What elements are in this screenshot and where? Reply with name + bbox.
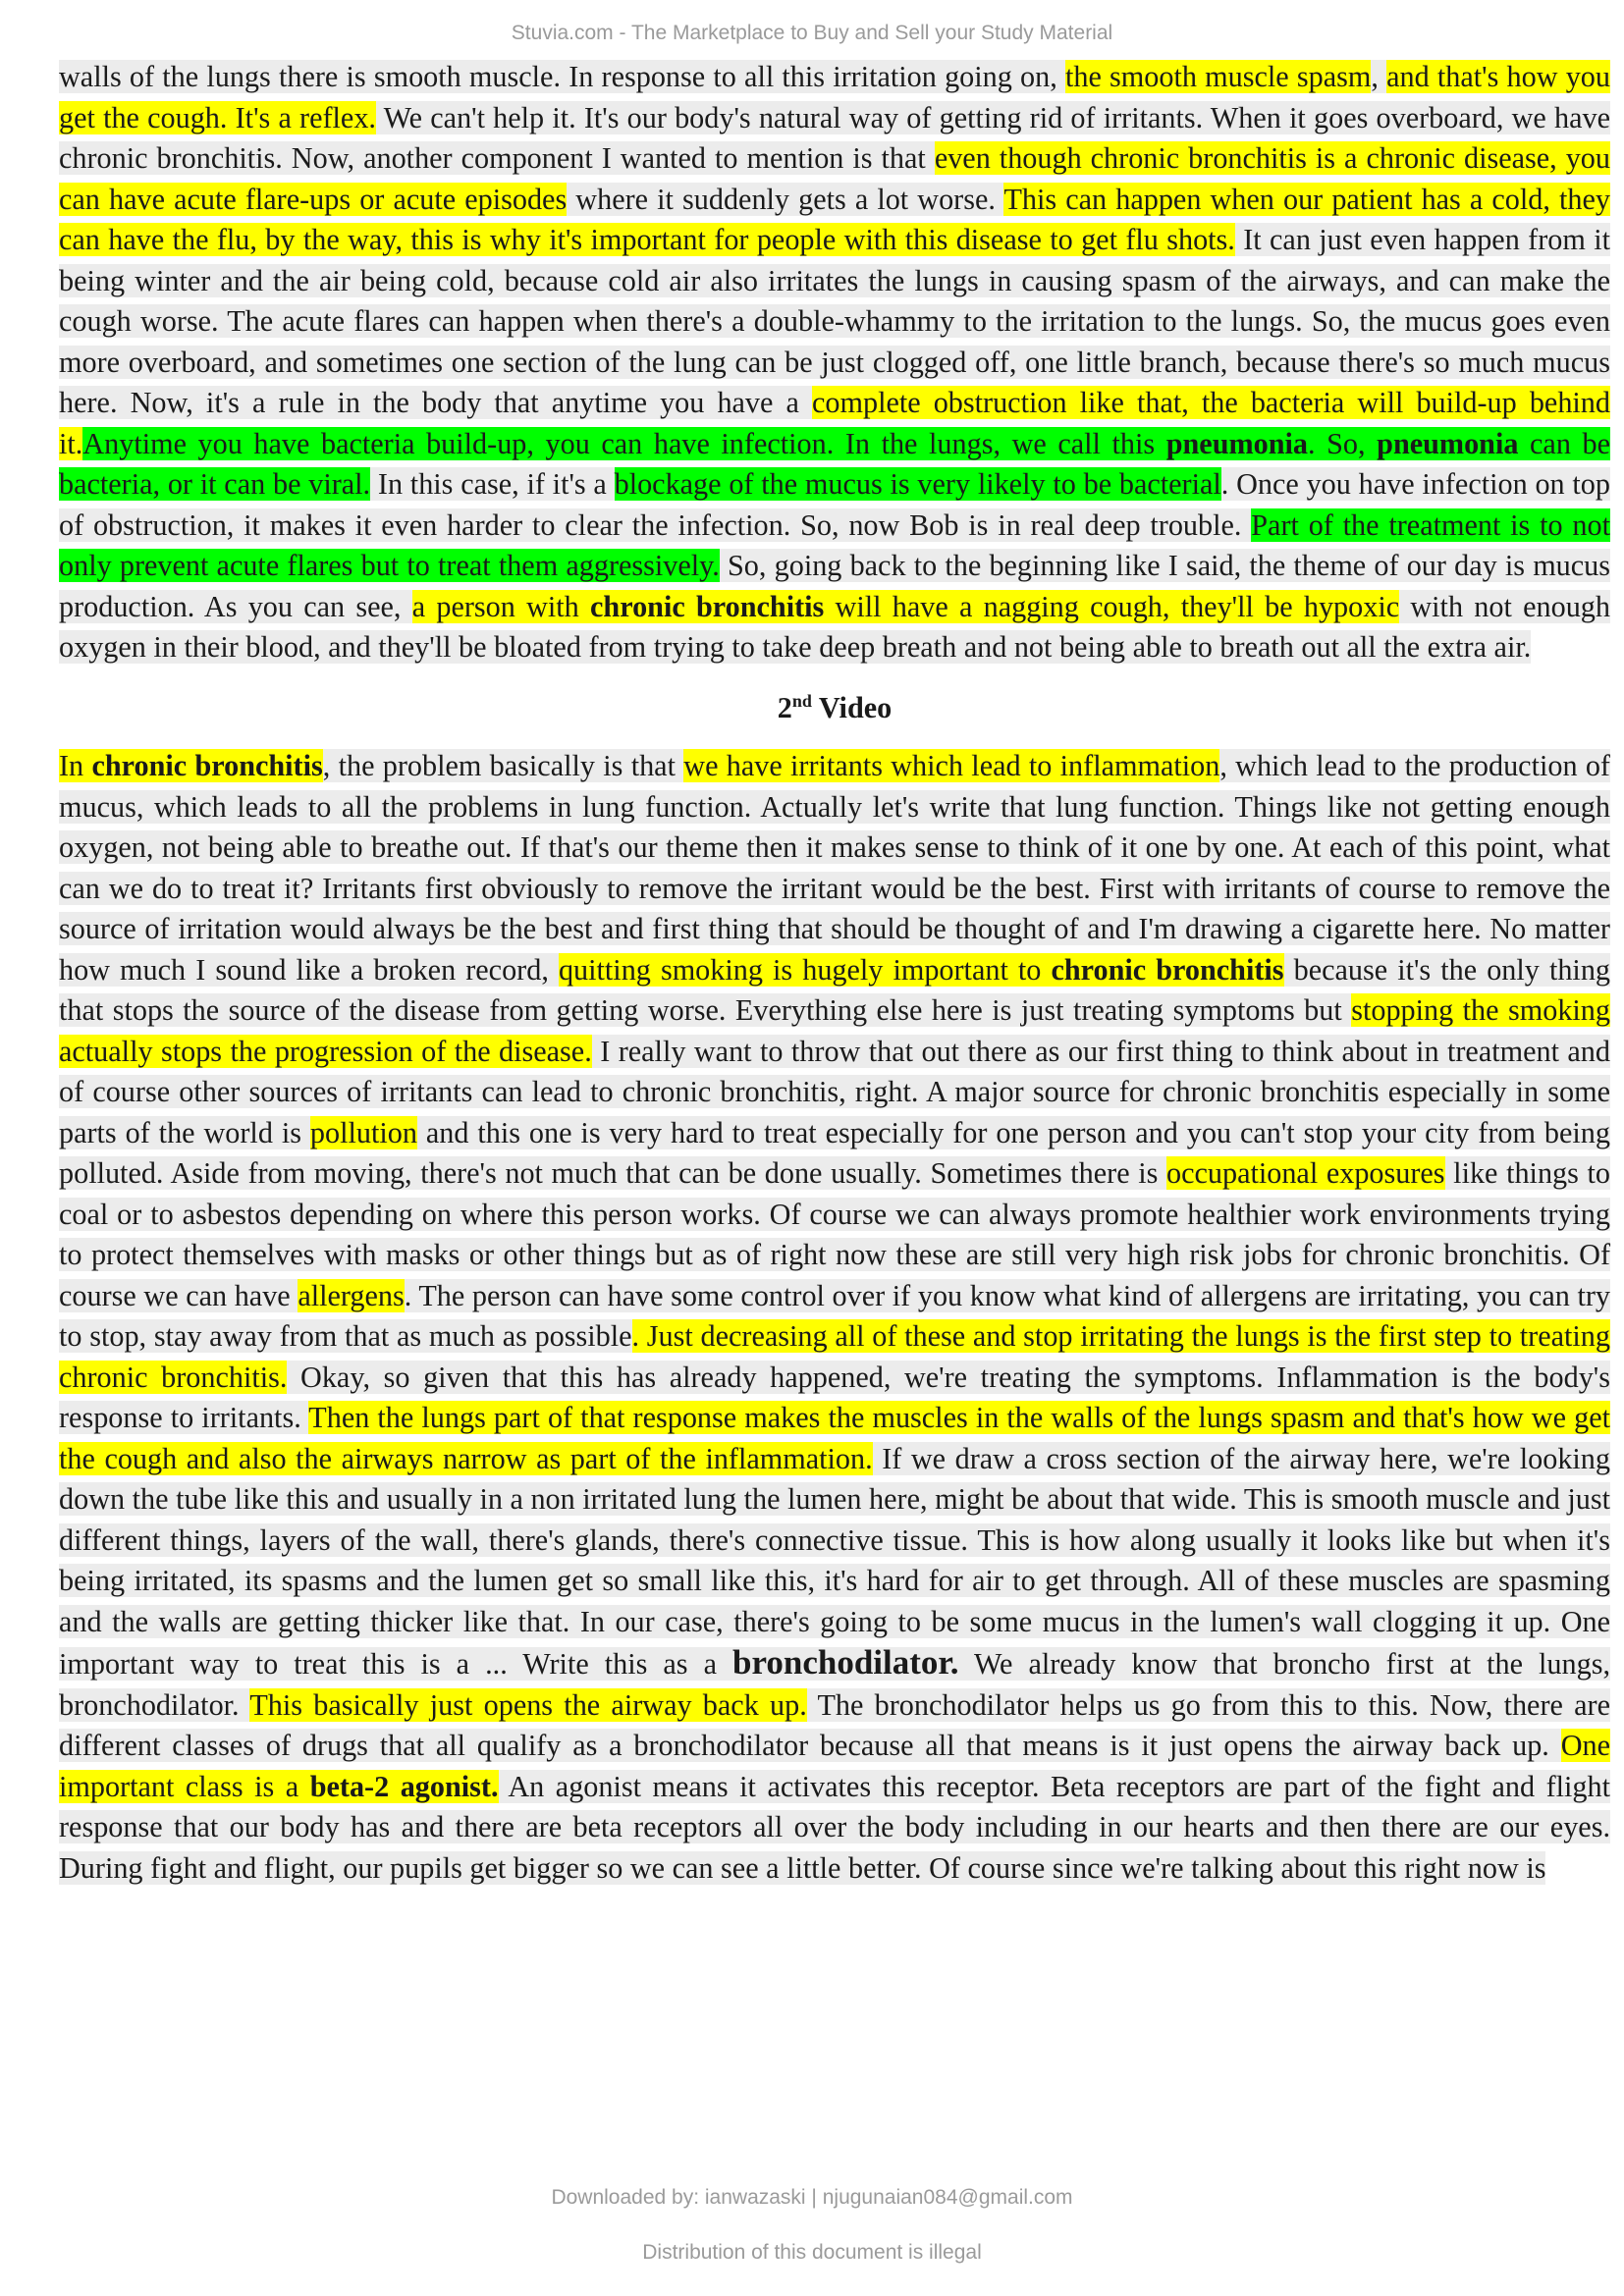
highlight-yellow: One important class is a xyxy=(59,1729,1610,1803)
highlight-yellow: and that's how you get the cough. It's a reflex. xyxy=(59,60,1610,134)
highlight-yellow: pollution xyxy=(309,1115,417,1149)
highlight-yellow: quitting smoking is hugely important to xyxy=(558,952,1052,987)
text-run: because it's the only thing that stops the source of the disease from getting worse. Everything else here is just treating symptoms but xyxy=(59,952,1611,1027)
bold-term: pneumonia xyxy=(1377,426,1519,460)
text-run: like things to coal or to asbestos depending on where this person works. Of course we can always promote healthier work environments trying to protect themselves with masks or other things but as of right now these are still very high risk jobs for chronic bronchitis. Of course we can have xyxy=(59,1156,1610,1312)
text-run xyxy=(732,1643,959,1682)
highlight-yellow: a person with xyxy=(411,589,591,623)
heading-label: Video xyxy=(811,690,893,724)
highlight-yellow: even though chronic bronchitis is a chronic disease, you can have acute flare-ups or acute episodes xyxy=(59,141,1610,216)
text-run: . Once you have infection on top of obstruction, it makes it even harder to clear the infection. So, now Bob is in real deep trouble. xyxy=(59,467,1610,542)
text-run: , xyxy=(1371,60,1387,93)
text-run: with not enough oxygen in their blood, and they'll be bloated from trying to take deep breath and not being able to breath out all the extra air. xyxy=(59,589,1610,664)
text-run: The bronchodilator helps us go from this to this. Now, there are different classes of drugs that all qualify as a bronchodilator because all that means is it just opens the airway back up. xyxy=(59,1687,1611,1762)
highlight-green: Part of the treatment is to not only prevent acute flares but to treat them aggressively. xyxy=(59,507,1610,582)
text-run: An agonist means it activates this receptor. Beta receptors are part of the fight and flight response that our body has and there are beta receptors all over the body including in our hearts and then there are our eyes. During fight and flight, our pupils get bigger so we can see a little better. Of course since we're talking about this right now is xyxy=(59,1769,1610,1885)
text-run: , which lead to the production of mucus, which leads to all the problems in lung function. Actually let's write that lung function. Things like not getting enough oxygen, not being able to breathe out. If that's our theme then it makes sense to think of it one by one. At each of this point, what can we do to treat it? Irritants first obviously to remove the irritant would be the best. First with irritants of course to remove the source of irritation would always be the best and first thing that should be thought of and I'm drawing a cigarette here. No matter how much I sound like a broken record, xyxy=(59,749,1610,987)
highlight-yellow xyxy=(1051,953,1283,987)
highlight-yellow xyxy=(91,749,322,782)
bold-term: chronic bronchitis xyxy=(1051,952,1284,987)
highlight-yellow: This basically just opens the airway back up. xyxy=(249,1687,807,1722)
highlight-yellow: allergens xyxy=(298,1278,405,1312)
highlight-yellow: stopping the smoking actually stops the progression of the disease. xyxy=(59,993,1610,1068)
text-run: , the problem basically is that xyxy=(322,749,684,782)
bold-term: pneumonia xyxy=(1165,426,1309,460)
highlight-yellow: complete obstruction like that, the bacteria will build-up behind it. xyxy=(59,386,1610,460)
highlight-yellow: we have irritants which lead to inflammation xyxy=(683,749,1220,782)
text-run: . The person can have some control over if you know what kind of allergens are irritating, you can try to stop, stay away from that as much as possible xyxy=(59,1278,1610,1353)
text-run: We already know that broncho first at the lungs, bronchodilator. xyxy=(59,1647,1610,1722)
highlight-yellow: Then the lungs part of that response makes the muscles in the walls of the lungs spasm and that's how we get the cough and also the airways narrow as part of the inflammation. xyxy=(59,1401,1610,1475)
highlight-yellow: occupational exposures xyxy=(1165,1156,1445,1190)
highlight-green: Anytime you have bacteria build-up, you can have infection. In the lungs, we call this xyxy=(82,426,1166,460)
highlight-green: blockage of the mucus is very likely to be bacterial xyxy=(614,467,1221,501)
footer-distribution-notice: Distribution of this document is illegal xyxy=(642,2241,982,2264)
document-body xyxy=(59,57,1610,1889)
text-run: I really want to throw that out there as our first thing to think about in treatment and of course other sources of irritants can lead to chronic bronchitis, right. A major source for chronic bronchitis especially in some parts of the world is xyxy=(59,1034,1610,1149)
highlight-green xyxy=(1377,427,1518,460)
page-header: Stuvia.com - The Marketplace to Buy and Sell your Study Material xyxy=(511,22,1113,44)
bold-term: chronic bronchitis xyxy=(590,589,825,623)
bold-term: chronic bronchitis xyxy=(91,749,323,782)
highlight-yellow: will have a nagging cough, they'll be hypoxic xyxy=(824,589,1400,623)
paragraph-video-2 xyxy=(59,746,1610,1889)
highlight-yellow: the smooth muscle spasm xyxy=(1064,60,1372,93)
text-run: walls of the lungs there is smooth muscle. In response to all this irritation going on, xyxy=(59,60,1065,93)
text-run: If we draw a cross section of the airway here, we're looking down the tube like this and usually in a non irritated lung the lumen here, might be about that wide. This is smooth muscle and just different things, layers of the wall, there's glands, there's connective tissue. This is how along usually it looks like but when it's being irritated, its spasms and the lumen get so small like this, it's hard for air to get through. All of these muscles are spasming and the walls are getting thicker like that. In our case, there's going to be some mucus in the lumen's wall clogging it up. One important way to treat this is a ... Write this as a xyxy=(59,1441,1610,1681)
highlight-green: can be bacteria, or it can be viral. xyxy=(59,426,1611,501)
heading-number: 2 xyxy=(777,690,792,724)
highlight-yellow: . Just decreasing all of these and stop irritating the lungs is the first step to treating chronic bronchitis. xyxy=(59,1319,1610,1394)
footer-downloaded-by: Downloaded by: ianwazaski | njugunaian084@gmail.com xyxy=(551,2186,1073,2209)
text-run: Okay, so given that this has already happened, we're treating the symptoms. Inflammation is the body's response to irritants. xyxy=(59,1360,1610,1434)
paragraph-video-1 xyxy=(59,57,1610,668)
highlight-green: . So, xyxy=(1308,426,1378,460)
highlight-green xyxy=(1166,427,1308,460)
highlight-yellow: In xyxy=(59,749,92,782)
heading-ordinal-suffix: nd xyxy=(791,690,812,711)
bold-term: beta-2 agonist. xyxy=(309,1769,499,1803)
highlight-yellow xyxy=(590,590,824,623)
section-heading-2nd-video xyxy=(59,688,1610,729)
text-run: and this one is very hard to treat especially for one person and you can't stop your city from being polluted. Aside from moving, there's not much that can be done usually. Sometimes there is xyxy=(59,1115,1610,1190)
text-run: So, going back to the beginning like I said, the theme of our day is mucus production. As you can see, xyxy=(59,549,1611,623)
text-run: where it suddenly gets a lot worse. xyxy=(567,182,1004,216)
text-run: In this case, if it's a xyxy=(370,467,615,501)
text-run: We can't help it. It's our body's natural way of getting rid of irritants. When it goes overboard, we have chronic bronchitis. Now, another component I wanted to mention is that xyxy=(59,100,1610,175)
highlight-yellow xyxy=(310,1770,499,1803)
highlight-yellow: This can happen when our patient has a cold, they can have the flu, by the way, this is why it's important for people with this disease to get flu shots. xyxy=(59,182,1610,256)
bold-term: bronchodilator. xyxy=(732,1643,959,1682)
text-run: It can just even happen from it being winter and the air being cold, because cold air also irritates the lungs in causing spasm of the airways, and can make the cough worse. The acute flares can happen when there's a double-whammy to the irritation to the lungs. So, the mucus goes even more overboard, and sometimes one section of the lung can be just clogged off, one little branch, because there's so much mucus here. Now, it's a rule in the body that anytime you have a xyxy=(59,223,1610,419)
